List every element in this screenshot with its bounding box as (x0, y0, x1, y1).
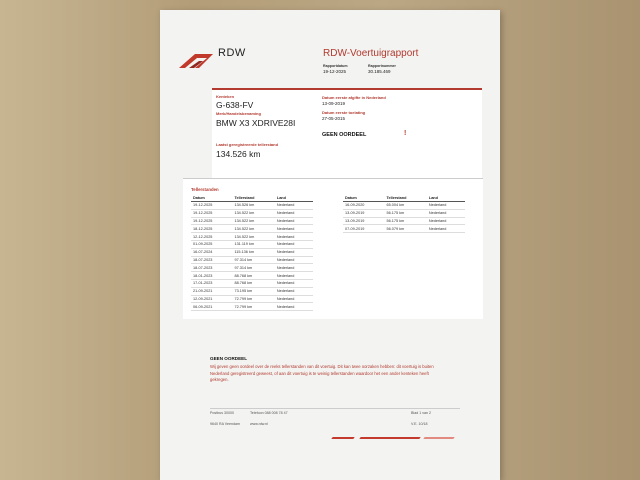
table-row (343, 217, 465, 225)
footer-stripe (331, 437, 354, 439)
table-row (191, 225, 313, 233)
reading-country: Nederland (275, 303, 313, 311)
col-date: Datum (343, 195, 384, 202)
reading-odometer: 88.768 km (232, 272, 274, 280)
report-number-value: 30.185.469 (368, 69, 391, 74)
table-row (343, 209, 465, 217)
table-row (191, 295, 313, 303)
reading-country: Nederland (427, 225, 465, 233)
reading-country: Nederland (275, 295, 313, 303)
reading-date: 18-07-2023 (191, 256, 232, 264)
reading-date: 21-09-2021 (191, 287, 232, 295)
reading-date: 12-12-2025 (191, 233, 232, 241)
table-row (191, 303, 313, 311)
reading-odometer: 88.768 km (232, 279, 274, 287)
first-admission-value: 13-09-2019 (322, 101, 346, 106)
footer-phone: Telefoon 088 008 78 47 (250, 411, 288, 415)
reading-country: Nederland (275, 264, 313, 272)
table-row (191, 279, 313, 287)
vehicle-card (212, 88, 482, 186)
reading-country: Nederland (275, 240, 313, 248)
table-row (343, 225, 465, 233)
table-row (191, 240, 313, 248)
reading-date: 18-07-2023 (191, 264, 232, 272)
plate-label: Kenteken (216, 94, 235, 99)
reading-country: Nederland (427, 217, 465, 225)
reading-country: Nederland (275, 225, 313, 233)
reading-country: Nederland (427, 202, 465, 210)
note-body: Wij geven geen oordeel over de reeks tellerstanden van dit voertuig. Dit kan twee oorzaken hebben: dit voertuig is buiten Nederland geregistreerd geweest, of aan dit voertuig is te weinig tellerstanden waardoor het een ander kenteken heeft gekregen. (210, 364, 434, 383)
reading-odometer: 131.119 km (232, 240, 274, 248)
reading-odometer: 134.522 km (232, 217, 274, 225)
reading-country: Nederland (427, 209, 465, 217)
report-date-label: Rapportdatum (323, 64, 348, 68)
reading-date: 17-01-2023 (191, 279, 232, 287)
verdict-label: GEEN OORDEEL (322, 132, 367, 138)
readings-title: Tellerstanden (191, 187, 219, 192)
footer-page: Blad 1 van 2 (411, 411, 431, 415)
reading-odometer: 56.175 km (384, 209, 426, 217)
plate-value: G-638-FV (216, 100, 254, 110)
reading-country: Nederland (275, 217, 313, 225)
reading-odometer: 73.195 km (232, 287, 274, 295)
readings-table-right (343, 195, 465, 233)
col-date: Datum (191, 195, 232, 202)
reading-odometer: 134.526 km (232, 202, 274, 210)
footer-postbus: Postbus 30000 (210, 411, 234, 415)
reading-date: 07-09-2019 (343, 225, 384, 233)
warning-icon: ! (404, 130, 407, 137)
first-registration-value: 27-05-2015 (322, 116, 346, 121)
table-row (191, 272, 313, 280)
reading-country: Nederland (275, 233, 313, 241)
footer-stripe (359, 437, 420, 439)
report-date-value: 19-12-2025 (323, 69, 347, 74)
reading-date: 19-12-2025 (191, 202, 232, 210)
first-registration-label: Datum eerste toelating (322, 110, 366, 115)
reading-odometer: 134.522 km (232, 209, 274, 217)
reading-date: 19-12-2025 (191, 217, 232, 225)
reading-date: 18-01-2023 (191, 272, 232, 280)
reading-country: Nederland (275, 209, 313, 217)
report-title: RDW-Voertuigrapport (323, 48, 419, 59)
reading-date: 18-12-2025 (191, 225, 232, 233)
reading-country: Nederland (275, 248, 313, 256)
rdw-logo-icon (177, 46, 217, 72)
card-top-rule (212, 88, 482, 90)
make-value: BMW X3 XDRIVE28I (216, 118, 296, 128)
table-row (191, 264, 313, 272)
report-number-label: Rapportnummer (368, 64, 396, 68)
table-row (191, 217, 313, 225)
footer-city: 9640 RA Veendam (210, 422, 240, 426)
footer-version: V.E. 10/18 (411, 422, 428, 426)
reading-date: 16-07-2024 (191, 248, 232, 256)
report-page (160, 10, 500, 480)
reading-country: Nederland (275, 272, 313, 280)
make-label: Merk/Handelsbenaming (216, 111, 261, 116)
reading-date: 13-09-2019 (343, 209, 384, 217)
reading-date: 06-09-2021 (191, 303, 232, 311)
table-row (191, 202, 313, 210)
readings-card (183, 178, 483, 319)
col-country: Land (275, 195, 313, 202)
footer-stripe (423, 437, 454, 439)
col-odometer: Tellerstand (384, 195, 426, 202)
reading-date: 12-09-2021 (191, 295, 232, 303)
reading-date: 01-09-2025 (191, 240, 232, 248)
reading-date: 13-09-2019 (343, 217, 384, 225)
first-admission-label: Datum eerste afgifte in Nederland (322, 95, 386, 100)
reading-odometer: 56.079 km (384, 225, 426, 233)
odometer-value: 134.526 km (216, 149, 261, 159)
reading-odometer: 115.136 km (232, 248, 274, 256)
reading-date: 16-09-2020 (343, 202, 384, 210)
col-country: Land (427, 195, 465, 202)
reading-odometer: 97.314 km (232, 256, 274, 264)
table-row (191, 287, 313, 295)
reading-odometer: 72.799 km (232, 295, 274, 303)
odometer-label: Laatst geregistreerde tellerstand (216, 142, 279, 147)
reading-odometer: 72.799 km (232, 303, 274, 311)
reading-date: 19-12-2025 (191, 209, 232, 217)
reading-odometer: 97.314 km (232, 264, 274, 272)
footer-web: www.rdw.nl (250, 422, 268, 426)
reading-odometer: 134.522 km (232, 233, 274, 241)
table-row (191, 233, 313, 241)
table-row (191, 209, 313, 217)
readings-table-left (191, 195, 313, 311)
col-odometer: Tellerstand (232, 195, 274, 202)
reading-country: Nederland (275, 202, 313, 210)
reading-country: Nederland (275, 279, 313, 287)
reading-country: Nederland (275, 256, 313, 264)
reading-odometer: 134.522 km (232, 225, 274, 233)
footer-divider (210, 408, 460, 409)
note-title: GEEN OORDEEL (210, 356, 248, 361)
reading-odometer: 56.175 km (384, 217, 426, 225)
table-row (343, 202, 465, 210)
brand-name: RDW (218, 47, 246, 59)
reading-country: Nederland (275, 287, 313, 295)
table-row (191, 248, 313, 256)
reading-odometer: 65.004 km (384, 202, 426, 210)
table-row (191, 256, 313, 264)
